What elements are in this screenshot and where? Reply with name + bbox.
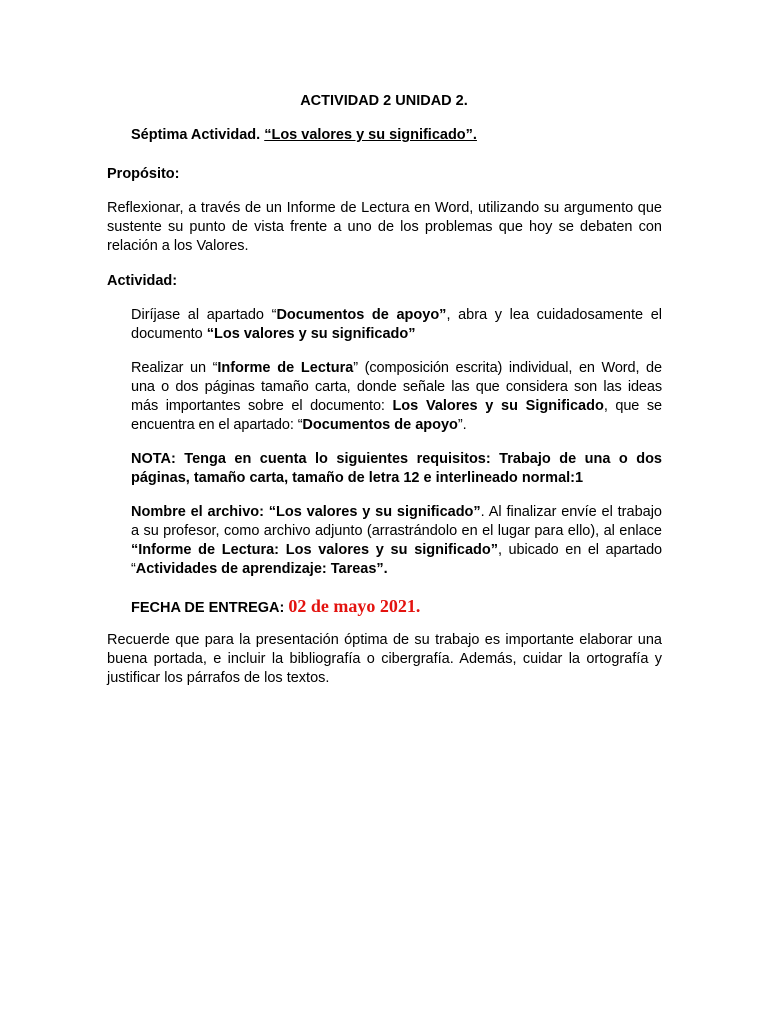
p3-text-2: , ubicado en el apartado “ (131, 542, 662, 577)
p1-text-1: Diríjase al apartado “ (131, 307, 277, 323)
instruction-paragraph-3 (131, 503, 662, 579)
purpose-heading: Propósito: (107, 166, 180, 182)
subtitle-prefix: Séptima Actividad. (131, 127, 265, 143)
instruction-paragraph-2 (131, 359, 662, 435)
instruction-paragraph-1 (131, 306, 662, 344)
due-date-label: FECHA DE ENTREGA: (131, 600, 289, 616)
purpose-text: Reflexionar, a través de un Informe de Lectura en Word, utilizando su argumento que sustente su punto de vista frente a uno de los problemas que hoy se debaten con relación a los Valores. (107, 200, 662, 254)
p2-text-3: , que se encuentra en el apartado: “ (131, 398, 662, 433)
p1-bold-2: “Los valores y su significado” (206, 326, 416, 342)
note-text: NOTA: Tenga en cuenta lo siguientes requisitos: Trabajo de una o dos páginas, tamaño carta, tamaño de letra 12 e interlineado normal:1 (131, 451, 662, 486)
document-title: ACTIVIDAD 2 UNIDAD 2. (300, 93, 468, 109)
p3-bold-3: Actividades de aprendizaje: Tareas”. (135, 561, 388, 577)
subtitle-topic: “Los valores y su significado”. (264, 127, 477, 143)
p2-bold-2: Los Valores y su Significado (392, 398, 604, 414)
p2-text-2: ” (composición escrita) individual, en Word, de una o dos páginas tamaño carta, donde señale las que considera son las ideas más importantes sobre el documento: (131, 360, 662, 414)
activity-heading: Actividad: (107, 273, 178, 289)
activity-subtitle (131, 125, 477, 145)
closing-paragraph (107, 631, 662, 688)
p3-bold-2: “Informe de Lectura: Los valores y su significado” (131, 542, 498, 558)
p3-text-1: . Al finalizar envíe el trabajo a su profesor, como archivo adjunto (arrastrándolo en el lugar para ello), al enlace (131, 504, 662, 539)
closing-text: Recuerde que para la presentación óptima de su trabajo es importante elaborar una buena portada, e incluir la bibliografía o cibergrafía. Además, cuidar la ortografía y justificar los párrafos de los textos. (107, 632, 662, 686)
due-date-value: 02 de mayo 2021. (288, 596, 421, 616)
note-paragraph (131, 450, 662, 488)
p2-text-4: ”. (457, 417, 467, 433)
p1-bold-1: Documentos de apoyo” (276, 307, 447, 323)
p1-text-2: , abra y lea cuidadosamente el documento (131, 307, 663, 342)
p3-bold-1: Nombre el archivo: “Los valores y su significado” (131, 504, 481, 520)
p2-bold-1: Informe de Lectura (217, 360, 354, 376)
purpose-paragraph (107, 199, 662, 256)
due-date-line (131, 595, 420, 619)
p2-text-1: Realizar un “ (131, 360, 218, 376)
p2-bold-3: Documentos de apoyo (302, 417, 458, 433)
